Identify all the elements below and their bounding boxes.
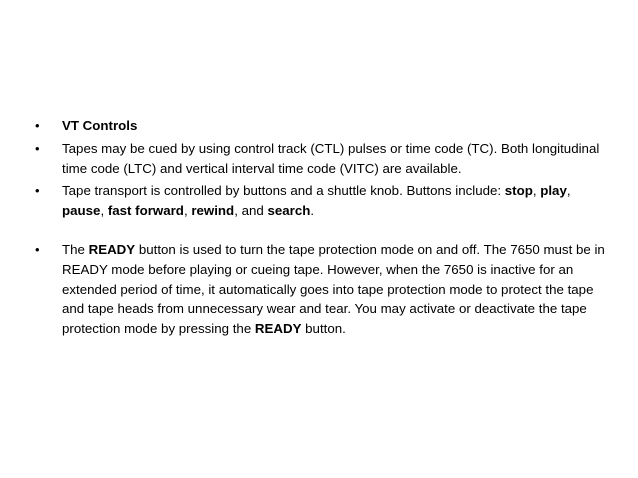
ready-mid: button is used to turn the tape protection mode on and off. The 7650 must be in READY mode before playing or cueing tape. However, when the 7650 is inactive for an extended period of time, it automatically goes into tape protection mode to protect the tape and tape heads from unnecessary wear and tear. You may activate or deactivate the tape protection mode by pressing the	[62, 241, 605, 337]
bullet-transport	[35, 181, 615, 221]
bullet-dot-icon: •	[35, 118, 40, 133]
bullet-vt-controls	[35, 116, 615, 136]
bullet-list	[35, 116, 615, 339]
button-name-rewind: rewind	[191, 203, 235, 219]
button-name-fast-forward: fast forward	[107, 203, 184, 219]
bullet-dot-icon: •	[35, 241, 40, 257]
bullet-dot-icon: •	[35, 183, 40, 199]
transport-intro: Tape transport is controlled by buttons and a shuttle knob. Buttons include:	[62, 183, 505, 199]
bullet-cueing	[35, 139, 615, 179]
cueing-text: Tapes may be cued by using control track (CTL) pulses or time code (TC). Both longitudinal time code (LTC) and vertical interval time code (VITC) are available.	[62, 140, 600, 176]
bullet-dot-icon: •	[35, 140, 40, 156]
button-name-play: play	[540, 183, 567, 199]
button-name-pause: pause	[62, 203, 101, 219]
separator: ,	[183, 203, 192, 219]
bullet-ready	[35, 240, 615, 339]
ready-bold-1: READY	[88, 241, 136, 257]
button-name-search: search	[267, 203, 311, 219]
ready-pre: The	[62, 241, 89, 257]
separator: ,	[532, 183, 541, 199]
separator: ,	[100, 203, 108, 219]
separator: , and	[234, 203, 268, 219]
separator: ,	[566, 183, 571, 199]
ready-post: button.	[301, 321, 346, 337]
ready-bold-2: READY	[254, 321, 302, 337]
sentence-end: .	[310, 203, 315, 219]
button-name-stop: stop	[504, 183, 533, 199]
heading-vt-controls: VT Controls	[62, 118, 138, 133]
